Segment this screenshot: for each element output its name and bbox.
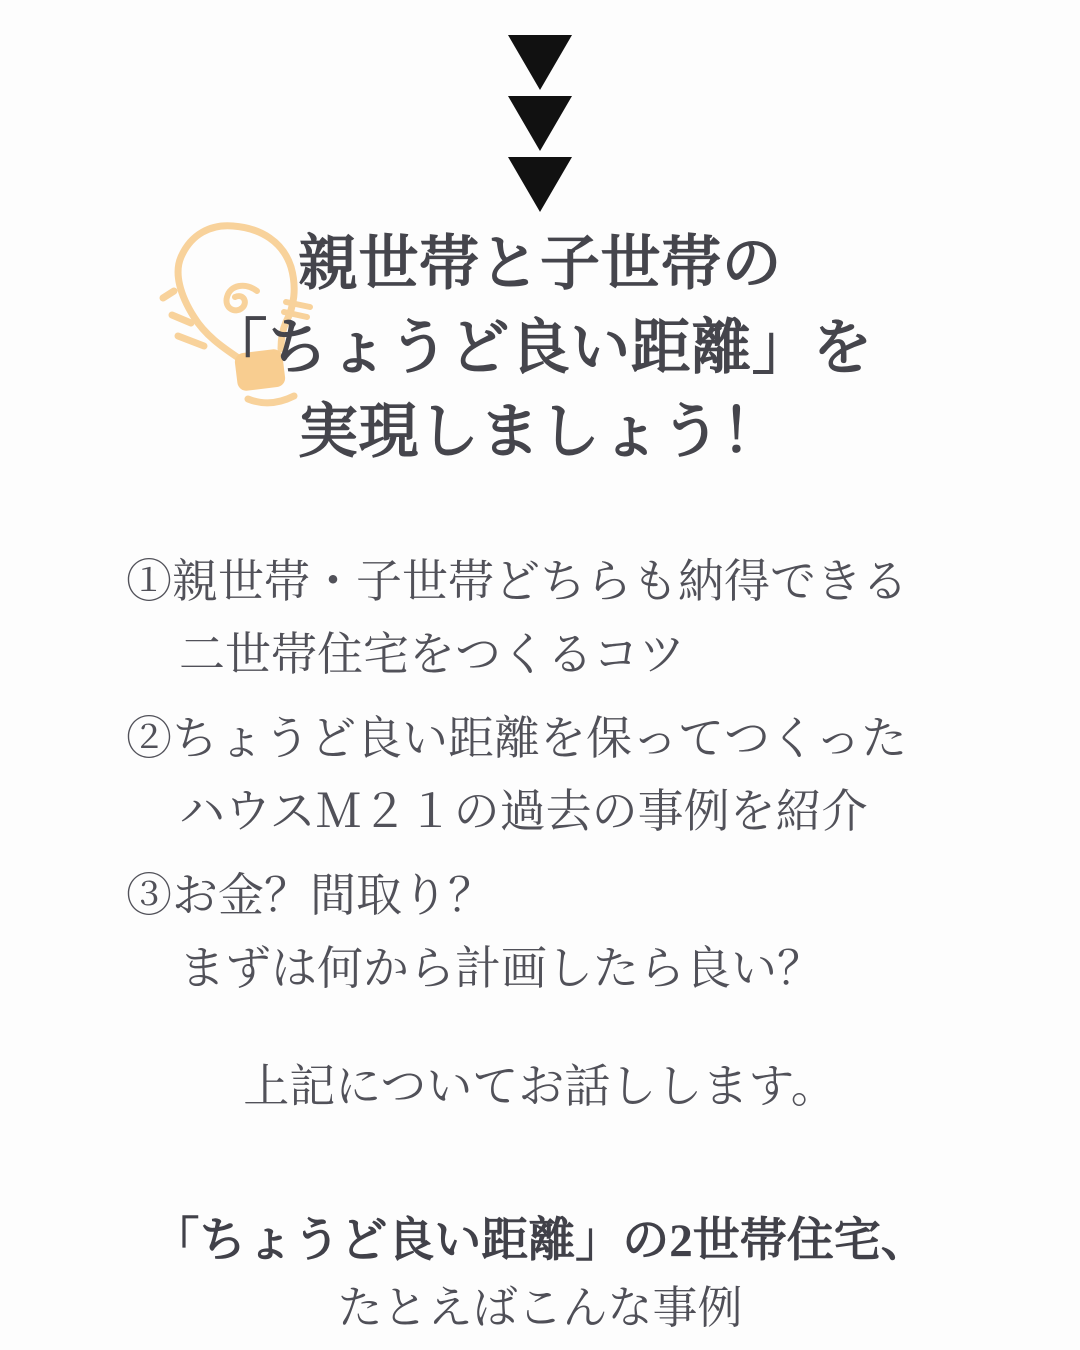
list-item-line: ③お金？間取り？ [126,870,494,921]
list-item-line: ①親世帯・子世帯どちらも納得できる [126,556,908,607]
topic-list [126,545,1020,1016]
list-item-line: ②ちょうど良い距離を保ってつくった [126,713,908,764]
footer-subtitle: たとえばこんな事例 [337,1283,743,1333]
list-item [126,545,1020,691]
page-title-line: 「ちょうど良い距離」を [207,315,873,381]
down-arrows-group [0,35,1080,212]
list-item-line: まずは何から計画したら良い？ [179,943,823,994]
page-title-line: 実現しましょう！ [298,399,782,465]
summary-text: 上記についてお話しします。 [243,1061,837,1112]
page-title-line: 親世帯と子世帯の [298,231,782,297]
footer [0,1206,1080,1340]
triangle-down-icon [508,35,572,90]
page-title [0,222,1080,474]
triangle-down-icon [508,157,572,212]
list-item-line: 二世帯住宅をつくるコツ [179,629,685,680]
footer-title: 「ちょうど良い距離」の2世帯住宅、 [152,1215,928,1267]
list-item-line: ハウスＭ２１の過去の事例を紹介 [179,786,868,837]
triangle-down-icon [508,96,572,151]
list-item [126,702,1020,848]
list-item [126,859,1020,1005]
